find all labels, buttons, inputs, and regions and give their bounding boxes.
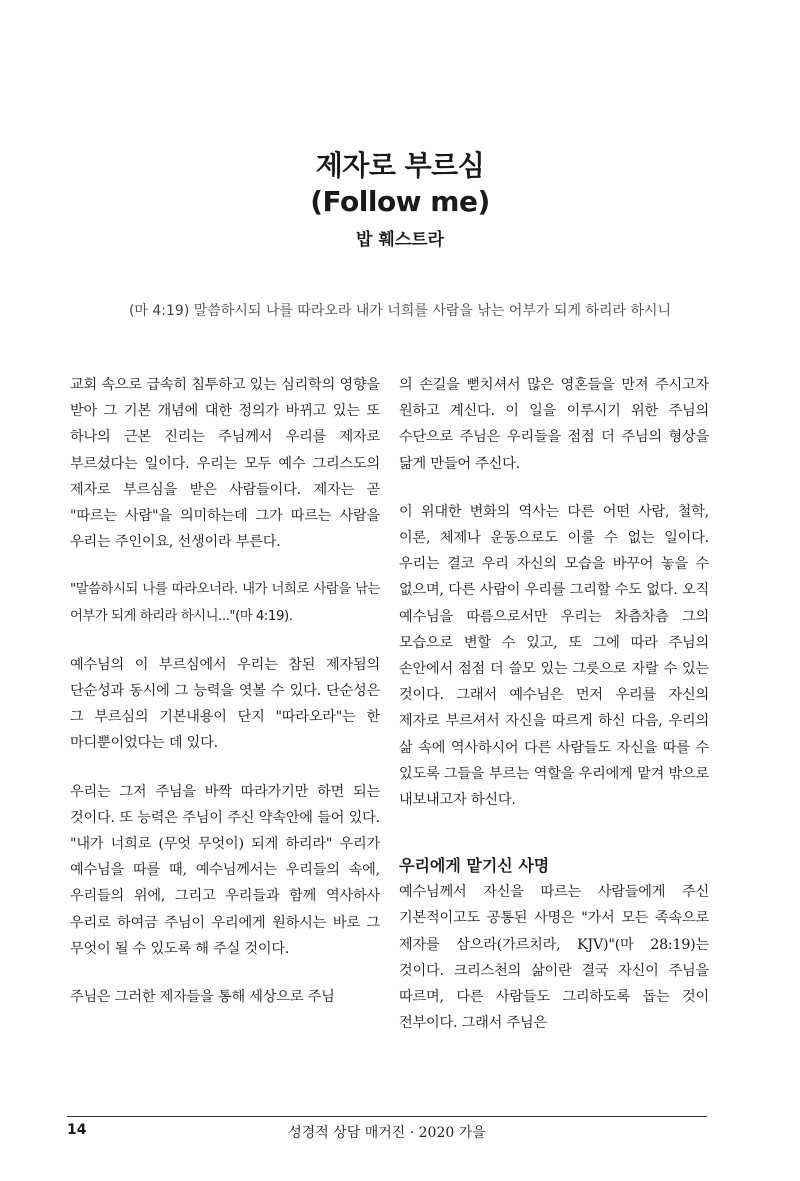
body-paragraph: 주님은 그러한 제자들을 통해 세상으로 주님 <box>70 989 335 1006</box>
body-paragraph: 예수님께서 자신을 따르는 사람들에게 주신 기본적이고도 공통된 사명은 "가서 모든 족속으로 제자를 삼으라(가르치라, KJV)"(마 28:19)는 것이다. 크리스천의 삶이란 결국 자신이 주님을 따르며, 다른 사람들도 그리하도록 돕는 것이 전부이다. 그래서 주님은 <box>399 884 709 1032</box>
title-line-2: (Follow me) <box>310 185 490 218</box>
body-paragraph: 이 위대한 변화의 역사는 다른 어떤 사람, 철학, 이론, 체제나 운동으로도 이룰 수 없는 일이다. 우리는 결코 우리 자신의 모습을 바꾸어 놓을 수 없으며, 다른 사람이 우리를 그리할 수도 없다. 오직 예수님을 따름으로서만 우리는 차츰차츰 그의 모습으로 변할 수 있고, 또 그에 따라 주님의 손안에서 점점 더 쓸모 있는 그릇으로 자랄 수 있는 것이다. 그래서 예수님은 먼저 우리를 자신의 제자로 부르셔서 자신을 따르게 하신 다음, 우리의 삶 속에 역사하시어 다른 사람들도 자신을 따를 수 있도록 그들을 부르는 역할을 우리에게 맡겨 밖으로 내보내고자 하신다. <box>399 503 709 809</box>
article-header <box>0 148 800 252</box>
scripture-quote: "말씀하시되 나를 따라오너라. 내가 너희로 사람을 낚는 어부가 되게 하리라 하시니..."(마 4:19). <box>70 582 380 624</box>
article-title <box>0 148 800 220</box>
title-line-1: 제자로 부르심 <box>315 149 485 182</box>
body-paragraph: 우리는 그저 주님을 바짝 따라가기만 하면 되는 것이다. 또 능력은 주님이 주신 약속안에 들어 있다. "내가 너희로 (무엇 무엇이) 되게 하리라" 우리가 예수님을 따를 때, 예수님께서는 우리들의 속에, 우리들의 위에, 그리고 우리들과 함께 역사하사 우리로 하여금 주님이 우리에게 원하시는 바로 그 무엇이 될 수 있도록 해 주실 것이다. <box>70 783 380 957</box>
publication-footer: 성경적 상담 매거진 · 2020 가을 <box>288 1125 486 1141</box>
section-heading: 우리에게 맡기신 사명 <box>399 856 550 876</box>
body-paragraph: 의 손길을 뻗치셔서 많은 영혼들을 만져 주시고자 원하고 계신다. 이 일을 이루시기 위한 주님의 수단으로 주님은 우리들을 점점 더 주님의 형상을 닮게 만들어 주신다. <box>399 377 709 472</box>
epigraph-verse: (마 4:19) 말씀하시되 나를 따라오라 내가 너희를 사람을 낚는 어부가 되게 하리라 하시니 <box>128 303 672 319</box>
page-number: 14 <box>67 1122 87 1138</box>
body-paragraph: 교회 속으로 급속히 침투하고 있는 심리학의 영향을 받아 그 기본 개념에 대한 정의가 바뀌고 있는 또 하나의 근본 진리는 주님께서 우리를 제자로 부르셨다는 일이다. 우리는 모두 예수 그리스도의 제자로 부르심을 받은 사람들이다. 제자는 곧 "따르는 사람"을 의미하는데 그가 따르는 사람을 우리는 주인이요, 선생이라 부른다. <box>70 377 380 551</box>
author-name: 밥 훼스트라 <box>355 230 445 250</box>
right-column <box>399 372 709 1036</box>
left-column <box>70 372 380 1010</box>
footer-divider <box>67 1116 707 1117</box>
body-paragraph: 예수님의 이 부르심에서 우리는 참된 제자됨의 단순성과 동시에 그 능력을 엿볼 수 있다. 단순성은 그 부르심의 기본내용이 단지 "따라오라"는 한 마디뿐이었다는 데 있다. <box>70 656 380 752</box>
